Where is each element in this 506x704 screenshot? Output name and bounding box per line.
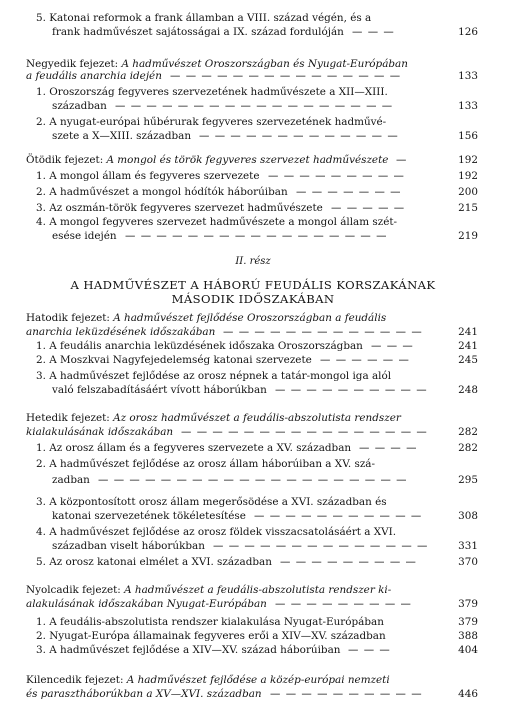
page-number: 241	[458, 326, 478, 338]
page-number: 331	[458, 540, 478, 552]
chapter-heading-text: alakulásának időszakában Nyugat-Európában	[26, 598, 267, 610]
page-number: 248	[458, 384, 478, 396]
leader-dashes: — — — — — — — — —	[280, 556, 417, 568]
chapter-heading-text: Ötödik fejezet: A mongol és török fegyveres szervezet hadművészete	[26, 154, 389, 166]
section-entry-text: 2. Nyugat-Európa államainak fegyveres erői a XIV—XV. században	[36, 630, 386, 642]
page-number: 282	[458, 442, 478, 454]
section-entry-text: 3. A hadművészet fejlődése az orosz népnek a tatár-mongol iga alól	[36, 370, 392, 382]
section-entry-text: szete a X—XIII. században	[52, 130, 192, 142]
page-number: 215	[458, 202, 478, 214]
page-number: 295	[458, 474, 478, 486]
section-entry-text: 5. Az orosz katonai elmélet a XVI. században	[36, 556, 272, 568]
leader-dashes: — — — —	[359, 442, 418, 454]
chapter-heading-text: a feudális anarchia idején	[26, 70, 162, 82]
section-entry-text: 3. A hadművészet fejlődése a XIV—XV. század háborúiban	[36, 644, 341, 656]
chapter-heading-text: Hatodik fejezet: A hadművészet fejlődése Oroszországban a feudális	[26, 312, 387, 324]
leader-dashes: — — — — — — — — — —	[270, 688, 423, 700]
section-entry-text: 1. A feudális anarchia leküzdésének időszaka Oroszországban	[36, 340, 363, 352]
leader-dashes: — — — — — — — — — — — — — — — —	[181, 426, 428, 438]
page-number: 192	[458, 154, 478, 166]
leader-dashes: — — — — — — — — — — — — — — —	[170, 70, 402, 82]
page-number: 241	[458, 340, 478, 352]
page-number: 446	[458, 688, 478, 700]
page-number: 126	[458, 26, 478, 38]
section-entry-text: való felszabadításáért vívott háborúkban	[52, 384, 267, 396]
chapter-heading-text: kialakulásának időszakában	[26, 426, 174, 438]
section-entry-text: 1. Oroszország fegyveres szervezetének hadművészete a XII—XIII.	[36, 86, 388, 98]
section-entry-text: században	[52, 100, 107, 112]
section-entry-text: frank hadművészet sajátosságai a IX. század fordulóján	[52, 26, 344, 38]
leader-dashes: — — — — — — — — — — — — —	[199, 130, 399, 142]
page-number: 379	[458, 616, 478, 628]
leader-dashes: — — — — — — — — —	[268, 170, 405, 182]
chapter-heading-text: Negyedik fejezet: A hadművészet Oroszországban és Nyugat-Európában	[26, 58, 408, 70]
leader-dashes: — — — — — — — — — — — — — — — — — — — —	[98, 474, 408, 486]
section-entry-text: 2. A Moszkvai Nagyfejedelemség katonai szervezete	[36, 354, 312, 366]
leader-dashes: — — — — —	[331, 202, 406, 214]
page-number: 192	[458, 170, 478, 182]
section-entry-text: esése idején	[52, 230, 117, 242]
page-number: 200	[458, 186, 478, 198]
section-entry-text: zadban	[52, 474, 90, 486]
section-entry-text: 5. Katonai reformok a frank államban a VIII. század végén, és a	[36, 12, 372, 24]
page-number: 388	[458, 630, 478, 642]
page-number: 156	[458, 130, 478, 142]
leader-dashes: — — —	[371, 340, 414, 352]
page-number: 133	[458, 100, 478, 112]
chapter-heading-text: Kilencedik fejezet: A hadművészet fejlődése a közép-európai nemzeti	[26, 674, 390, 686]
section-entry-text: században viselt háborúkban	[52, 540, 205, 552]
leader-dashes: — — — — — —	[320, 354, 410, 366]
leader-dashes: —	[396, 154, 408, 166]
leader-dashes: — — — — — — — — —	[275, 598, 412, 610]
section-entry-text: 3. Az oszmán-török fegyveres szervezet hadművészete	[36, 202, 323, 214]
page-number: 133	[458, 70, 478, 82]
leader-dashes: — — — — — — — — — — — — — — — — —	[125, 230, 388, 242]
leader-dashes: — — — — — — — — — —	[275, 384, 428, 396]
section-entry-text: 2. A nyugat-európai hűbérurak fegyveres szervezetének hadművé-	[36, 116, 387, 128]
section-entry-text: 2. A hadművészet fejlődése az orosz állam háborúiban a XV. szá-	[36, 458, 376, 470]
page-number: 219	[458, 230, 478, 242]
leader-dashes: — — — — — — — — — — — — — — — — — —	[115, 100, 394, 112]
section-entry-text: 1. A feudális-abszolutista rendszer kialakulása Nyugat-Európában	[36, 616, 384, 628]
section-entry-text: 1. Az orosz állam és a fegyveres szervezete a XV. században	[36, 442, 352, 454]
section-entry-text: 1. A mongol állam és fegyveres szervezete	[36, 170, 260, 182]
leader-dashes: — — — — — — — — — — — — —	[223, 326, 423, 338]
section-entry-text: 4. A hadművészet fejlődése az orosz földek visszacsatolásáért a XVI.	[36, 526, 397, 538]
chapter-heading-text: anarchia leküzdésének időszakában	[26, 326, 216, 338]
chapter-heading-text: Nyolcadik fejezet: A hadművészet a feudális-abszolutista rendszer ki-	[26, 584, 392, 596]
page-number: 308	[458, 510, 478, 522]
leader-dashes: — — — — — — —	[296, 186, 402, 198]
leader-dashes: — — — — — — — — — — —	[254, 510, 423, 522]
page-number: 379	[458, 598, 478, 610]
leader-dashes: — — —	[348, 644, 391, 656]
page-number: 404	[458, 644, 478, 656]
section-entry-text: 2. A hadművészet a mongol hódítók háborúiban	[36, 186, 288, 198]
chapter-heading-text: és parasztháborúkban a XV—XVI. században	[26, 688, 262, 700]
leader-dashes: — — —	[352, 26, 395, 38]
section-entry-text: 3. A központosított orosz állam megerősödése a XVI. században és	[36, 496, 387, 508]
part-title-line-2: MÁSODIK IDŐSZAKÁBAN	[171, 292, 335, 306]
section-entry-text: katonai szervezetének tökéletesítése	[52, 510, 246, 522]
page-number: 245	[458, 354, 478, 366]
page-number: 370	[458, 556, 478, 568]
leader-dashes: — — — — — — — — — — — — — —	[213, 540, 429, 552]
part-label: II. rész	[235, 256, 271, 267]
page-number: 282	[458, 426, 478, 438]
part-title-line-1: A HADMŰVÉSZET A HÁBORÚ FEUDÁLIS KORSZAKÁNAK	[70, 278, 436, 292]
section-entry-text: 4. A mongol fegyveres szervezet hadművészete a mongol állam szét-	[36, 216, 398, 228]
chapter-heading-text: Hetedik fejezet: Az orosz hadművészet a feudális-abszolutista rendszer	[26, 412, 401, 424]
